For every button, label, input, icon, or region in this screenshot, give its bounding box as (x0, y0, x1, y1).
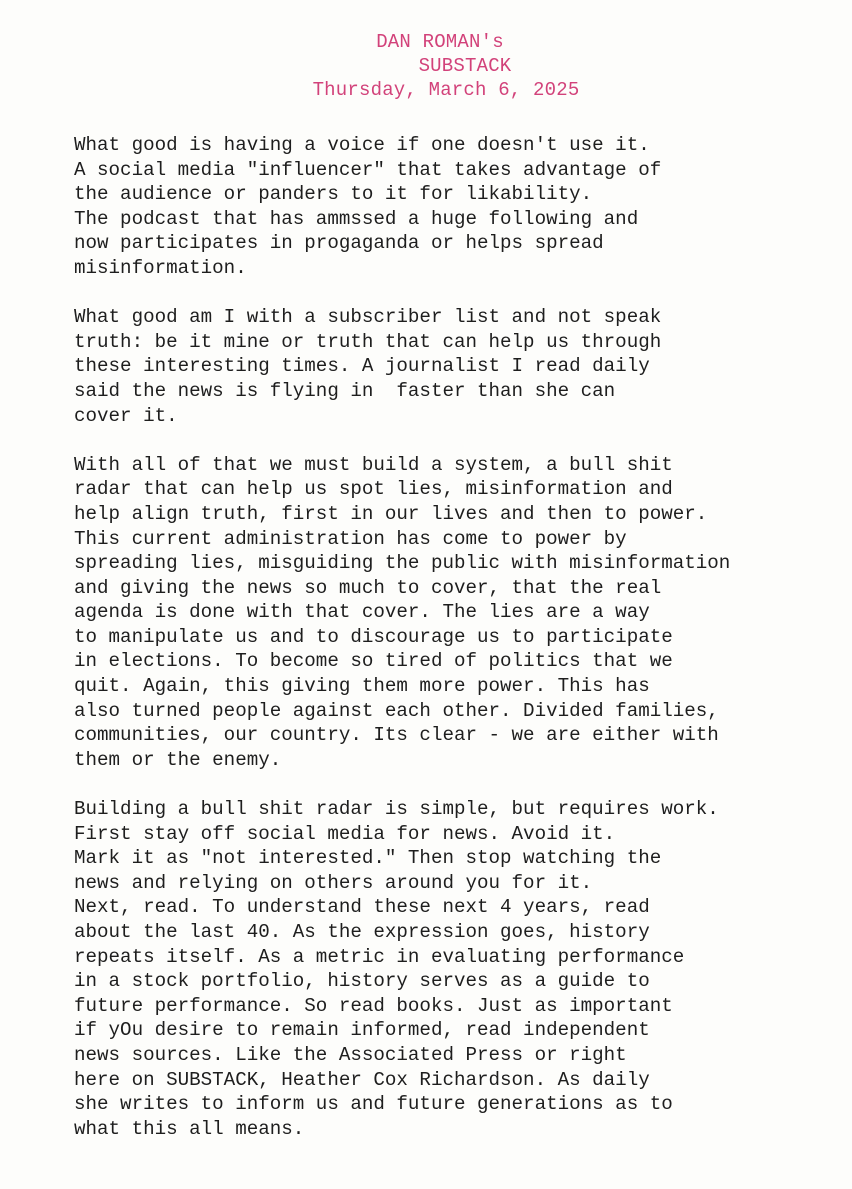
text-line: misinformation. (74, 256, 247, 279)
text-line: Next, read. To understand these next 4 years, read (74, 896, 650, 919)
paragraph-4 (74, 797, 834, 1141)
text-line: truth: be it mine or truth that can help us through (74, 330, 662, 353)
header-date: Thursday, March 6, 2025 (312, 79, 580, 101)
text-line: future performance. So read books. Just as important (74, 994, 673, 1017)
paragraph-3 (74, 453, 834, 773)
text-line: Building a bull shit radar is simple, but requires work. (74, 798, 719, 821)
text-line: What good is having a voice if one doesn't use it. (74, 134, 650, 156)
text-line: to manipulate us and to discourage us to participate (74, 625, 673, 648)
text-line: she writes to inform us and future generations as to (74, 1093, 673, 1116)
paragraph-1 (74, 133, 834, 281)
text-line: about the last 40. As the expression goes, history (74, 921, 650, 943)
text-line: Mark it as "not interested." Then stop watching the (74, 847, 662, 870)
text-line: them or the enemy. (74, 748, 282, 771)
text-line: these interesting times. A journalist I read daily (74, 355, 650, 378)
text-line: radar that can help us spot lies, misinformation and (74, 478, 673, 501)
text-line: This current administration has come to power by (74, 527, 627, 550)
text-line: here on SUBSTACK, Heather Cox Richardson. As daily (74, 1068, 650, 1091)
text-line: in elections. To become so tired of politics that we (74, 650, 673, 673)
text-line: now participates in progaganda or helps spread (74, 232, 604, 255)
text-line: news and relying on others around you for it. (74, 871, 593, 894)
text-line: help align truth, first in our lives and then to power. (74, 502, 708, 525)
text-line: What good am I with a subscriber list and not speak (74, 306, 662, 329)
text-line: A social media "influencer" that takes advantage of (74, 158, 662, 181)
page-header (0, 30, 852, 102)
text-line: spreading lies, misguiding the public with misinformation (74, 552, 731, 575)
text-line: if yOu desire to remain informed, read independent (74, 1019, 650, 1042)
text-line: quit. Again, this giving them more power. This has (74, 675, 650, 698)
text-line: the audience or panders to it for likability. (74, 183, 593, 206)
page-body (74, 133, 834, 1166)
text-line: what this all means. (74, 1117, 305, 1140)
text-line: repeats itself. As a metric in evaluating performance (74, 945, 685, 968)
text-line: communities, our country. Its clear - we are either with (74, 724, 719, 747)
text-line: in a stock portfolio, history serves as a guide to (74, 970, 650, 993)
text-line: With all of that we must build a system, a bull shit (74, 453, 673, 476)
paragraph-2 (74, 305, 834, 428)
text-line: First stay off social media for news. Avoid it. (74, 822, 616, 845)
text-line: said the news is flying in faster than she can (74, 379, 616, 402)
text-line: cover it. (74, 404, 178, 427)
text-line: and giving the news so much to cover, that the real (74, 576, 662, 599)
text-line: agenda is done with that cover. The lies are a way (74, 601, 650, 624)
header-title: DAN ROMAN's (376, 31, 504, 53)
header-publication: SUBSTACK (418, 55, 512, 77)
text-line: news sources. Like the Associated Press or right (74, 1043, 627, 1066)
text-line: also turned people against each other. Divided families, (74, 699, 719, 722)
text-line: The podcast that has ammssed a huge following and (74, 207, 639, 230)
